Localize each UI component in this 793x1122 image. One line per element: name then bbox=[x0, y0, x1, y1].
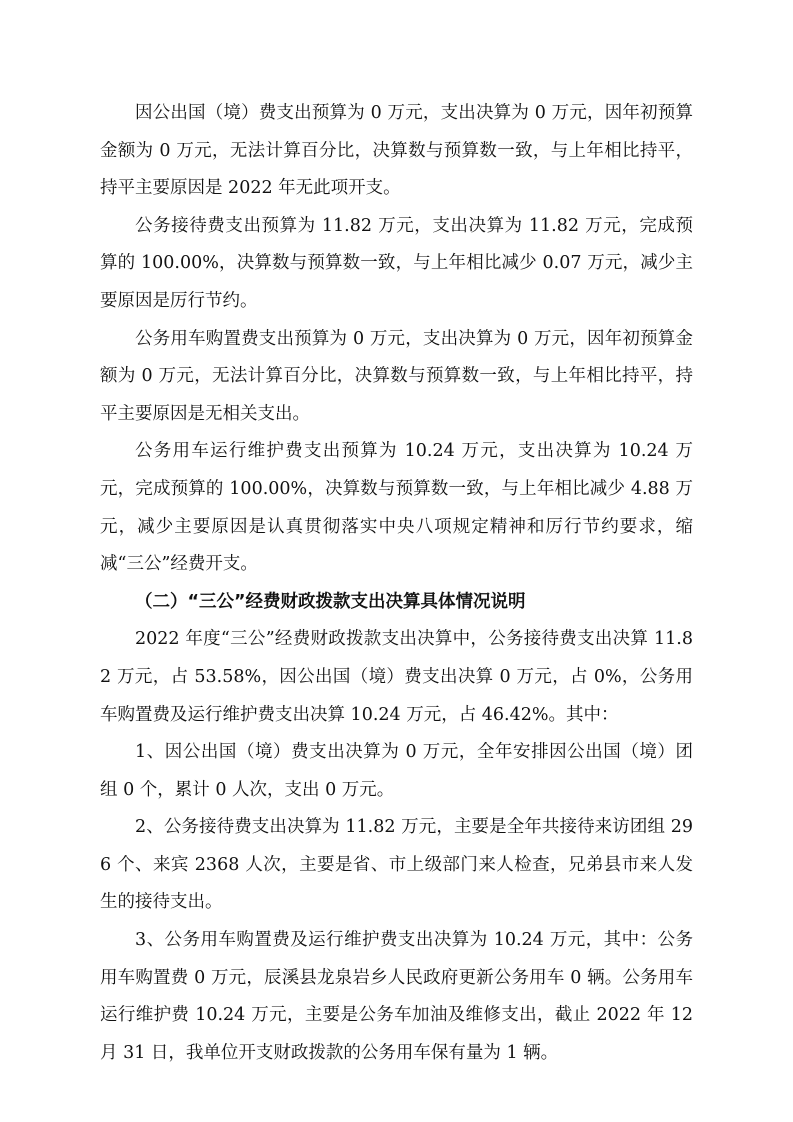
paragraph-vehicle-purchase: 公务用车购置费支出预算为 0 万元，支出决算为 0 万元，因年初预算金额为 0 万元，无法计算百分比，决算数与预算数一致，与上年相比持平，持平主要原因是无相关支出。 bbox=[100, 328, 693, 424]
paragraph-summary: 2022 年度“三公”经费财政拨款支出决算中，公务接待费支出决算 11.82 万元，占 53.58%，因公出国（境）费支出决算 0 万元，占 0%，公务用车购置费及运行维护费支出决算 10.24 万元，占 46.42%。其中： bbox=[100, 629, 693, 725]
section-heading: （二）“三公”经费财政拨款支出决算具体情况说明 bbox=[135, 591, 526, 612]
paragraph-reception: 公务接待费支出预算为 11.82 万元，支出决算为 11.82 万元，完成预算的 100.00%，决算数与预算数一致，与上年相比减少 0.07 万元，减少主要原因是厉行节约。 bbox=[100, 215, 693, 311]
paragraph-travel-abroad: 因公出国（境）费支出预算为 0 万元，支出决算为 0 万元，因年初预算金额为 0 万元，无法计算百分比，决算数与预算数一致，与上年相比持平，持平主要原因是 2022 年无此项开支。 bbox=[100, 103, 693, 199]
list-item-3: 3、公务用车购置费及运行维护费支出决算为 10.24 万元，其中：公务用车购置费 0 万元，辰溪县龙泉岩乡人民政府更新公务用车 0 辆。公务用车运行维护费 10.24 万元，主要是公务车加油及维修支出，截止 2022 年 12 月 31 日，我单位开支财政拨款的公务用车保有量为 1 辆。 bbox=[100, 930, 693, 1063]
list-item-2: 2、公务接待费支出决算为 11.82 万元，主要是全年共接待来访团组 296 个、来宾 2368 人次，主要是省、市上级部门来人检查，兄弟县市来人发生的接待支出。 bbox=[100, 817, 693, 913]
list-item-1: 1、因公出国（境）费支出决算为 0 万元，全年安排因公出国（境）团组 0 个，累计 0 人次，支出 0 万元。 bbox=[100, 742, 693, 800]
paragraph-vehicle-maintenance: 公务用车运行维护费支出预算为 10.24 万元，支出决算为 10.24 万元，完成预算的 100.00%，决算数与预算数一致，与上年相比减少 4.88 万元，减少主要原因是认真贯彻落实中央八项规定精神和厉行节约要求，缩减“三公”经费开支。 bbox=[100, 441, 693, 575]
document-page bbox=[100, 95, 693, 1072]
